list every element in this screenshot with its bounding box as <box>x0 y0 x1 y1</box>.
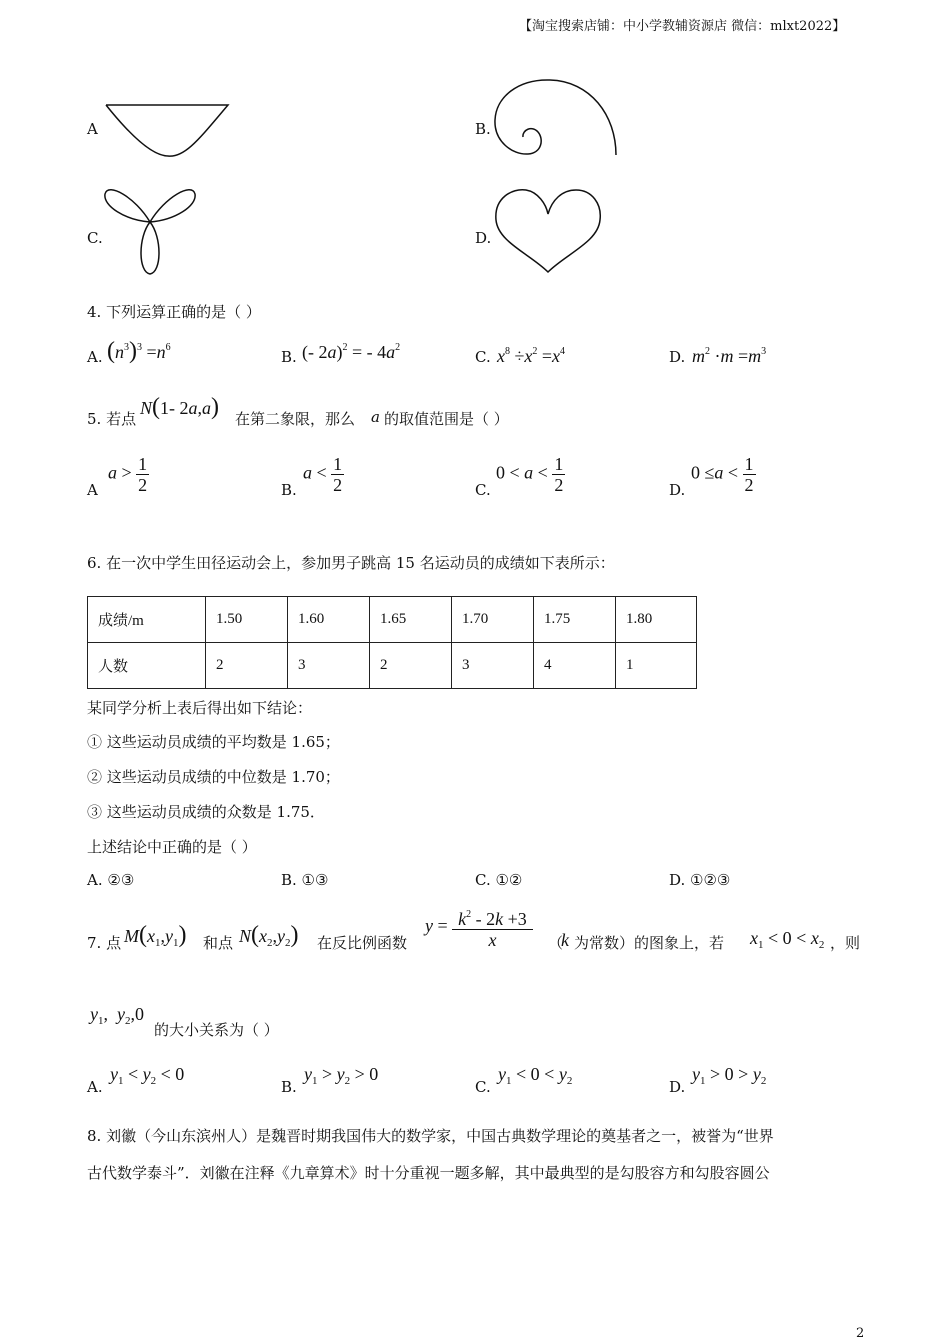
q5-option-a-expr: a > $\frac{1}{2}$ <box>108 454 148 495</box>
q6-option-d: D. ①②③ <box>669 871 731 889</box>
option-c-label: C. <box>87 229 103 247</box>
table-cell: 4 <box>534 643 616 689</box>
q6-option-a: A. ②③ <box>87 871 135 889</box>
q7-option-b-label: B. <box>281 1078 297 1096</box>
q6-score-table <box>87 596 697 689</box>
q5-stem-var: a <box>371 408 380 426</box>
q7-option-a-expr: $y_1 < y_2 < 0$ <box>110 1064 185 1087</box>
q4-option-c-expr: $x^8 \div x^2 =x^4$ <box>497 346 566 366</box>
table-cell: 2 <box>206 643 288 689</box>
q7-option-c-label: C. <box>475 1078 491 1096</box>
table-cell: 成绩/m <box>88 597 206 643</box>
table-cell: 1.50 <box>206 597 288 643</box>
q4-option-a-expr: $(n^3)^3 =n^6$ <box>107 338 171 364</box>
q7-option-d-expr: $y_1 > 0 > y_2$ <box>692 1064 767 1087</box>
q7-option-b-expr: $y_1 > y_2 > 0$ <box>304 1064 379 1087</box>
q6-question: 上述结论中正确的是（ ） <box>87 838 257 856</box>
table-cell: 2 <box>370 643 452 689</box>
q7-condition: $x_1 < 0 < x_2$ <box>750 928 825 951</box>
figure-b-spiral <box>490 75 625 160</box>
q7-option-a-label: A. <box>87 1078 103 1096</box>
q6-conclusion-2: ② 这些运动员成绩的中位数是 1.70； <box>87 768 340 786</box>
q6-option-b: B. ①③ <box>281 871 329 889</box>
q7-point-m: $M(x_1,y_1)$ <box>124 922 187 949</box>
q5-option-d-expr: 0 ≤a < $\frac{1}{2}$ <box>691 454 754 495</box>
table-row <box>88 643 697 689</box>
q7-k-var: k <box>561 930 569 950</box>
option-d-label: D. <box>475 229 492 247</box>
q4-option-b-label: B. <box>281 348 297 366</box>
q6-option-c: C. ①② <box>475 871 523 889</box>
q5-option-a-label: A <box>87 481 98 499</box>
q7-k-note: 为常数）的图象上，若 <box>574 934 725 952</box>
q7-vars: $y_1$, $y_2,0$ <box>90 1004 144 1027</box>
figure-a-curve <box>100 100 235 162</box>
table-cell: 3 <box>288 643 370 689</box>
q5-option-c-label: C. <box>475 481 491 499</box>
q5-stem-end: 的取值范围是（ ） <box>384 410 509 428</box>
q4-stem: 4. 下列运算正确的是（ ） <box>87 303 261 321</box>
q6-analysis: 某同学分析上表后得出如下结论： <box>87 699 313 717</box>
q8-line-1: 8. 刘徽（今山东滨州人）是魏晋时期我国伟大的数学家，中国古典数学理论的奠基者之一，被誉为“世界 <box>87 1127 774 1145</box>
q7-line2: 的大小关系为（ ） <box>154 1021 279 1039</box>
table-cell: 1.80 <box>616 597 697 643</box>
figure-c-trefoil <box>100 182 200 278</box>
q5-option-b-expr: a < $\frac{1}{2}$ <box>303 454 343 495</box>
q7-point-n: $N(x_2,y_2)$ <box>239 922 299 949</box>
table-cell: 1.60 <box>288 597 370 643</box>
table-cell: 1 <box>616 643 697 689</box>
q7-option-c-expr: $y_1 < 0 < y_2$ <box>498 1064 573 1087</box>
q6-conclusion-3: ③ 这些运动员成绩的众数是 1.75． <box>87 803 325 821</box>
q5-point-n: N(1- 2a,a) <box>140 394 220 420</box>
option-a-label: A <box>87 120 98 138</box>
q8-line-2: 古代数学泰斗”．刘徽在注释《九章算术》时十分重视一题多解，其中最典型的是勾股容方和勾股容圆公 <box>87 1164 770 1182</box>
q6-stem: 6. 在一次中学生田径运动会上，参加男子跳高 15 名运动员的成绩如下表所示： <box>87 554 615 572</box>
table-cell: 3 <box>452 643 534 689</box>
q5-option-c-expr: 0 < a < $\frac{1}{2}$ <box>496 454 564 495</box>
q4-option-d-label: D. <box>669 348 686 366</box>
q7-mid1: 和点 <box>203 934 234 952</box>
page-number: 2 <box>856 1326 865 1341</box>
q6-conclusion-1: ① 这些运动员成绩的平均数是 1.65； <box>87 733 340 751</box>
q4-option-b-expr: (- 2a)$^2$ = - $4a^2$ <box>302 342 401 362</box>
q7-function: y = $\frac{k^2 - 2k +3}{x}$ <box>425 905 533 950</box>
table-cell: 1.75 <box>534 597 616 643</box>
q4-option-c-label: C. <box>475 348 491 366</box>
table-cell: 1.70 <box>452 597 534 643</box>
q7-option-d-label: D. <box>669 1078 686 1096</box>
table-cell: 人数 <box>88 643 206 689</box>
figure-d-heart <box>490 184 605 276</box>
q5-option-b-label: B. <box>281 481 297 499</box>
table-row <box>88 597 697 643</box>
page-header: 【淘宝搜索店铺：中小学教辅资源店 微信：mlxt2022】 <box>519 19 846 34</box>
q7-prefix: 7. 点 <box>87 934 122 952</box>
q7-mid2: 在反比例函数 <box>317 934 408 952</box>
q7-end: ，则 <box>830 934 861 952</box>
q4-option-d-expr: $m^2 \cdot m =m^3$ <box>692 346 767 366</box>
q7-k-open: （ <box>548 934 564 952</box>
q5-option-d-label: D. <box>669 481 686 499</box>
table-cell: 1.65 <box>370 597 452 643</box>
q5-stem-suffix: 在第二象限，那么 <box>235 410 356 428</box>
q5-stem-prefix: 5. 若点 <box>87 410 137 428</box>
q4-option-a-label: A. <box>87 348 103 366</box>
option-b-label: B. <box>475 120 491 138</box>
